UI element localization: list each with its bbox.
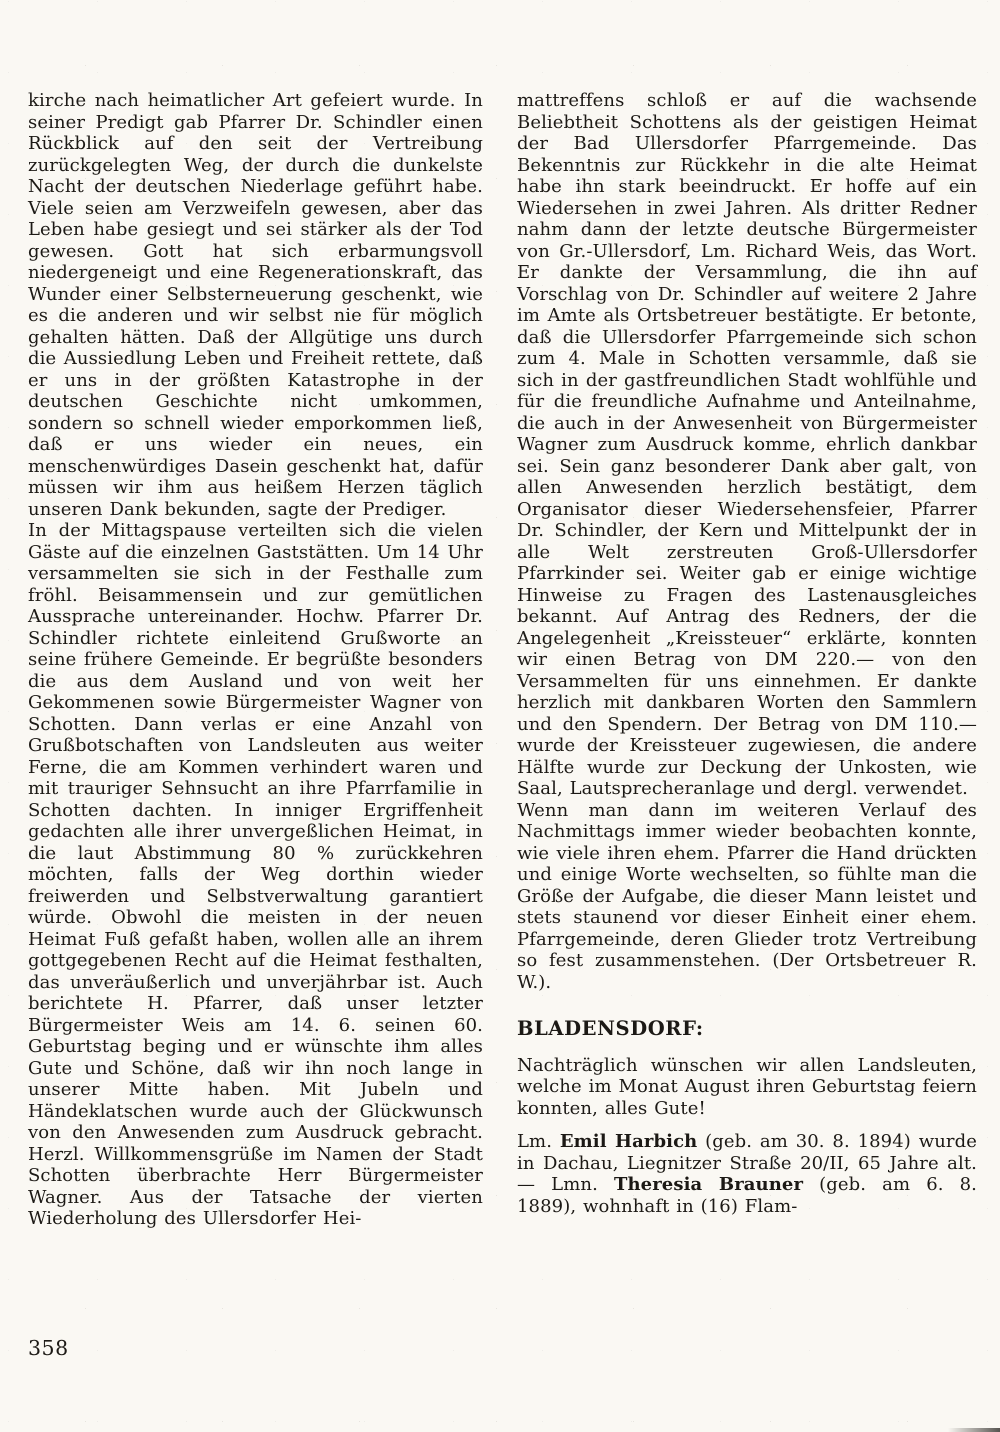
scan-smudge <box>948 1428 1000 1432</box>
person-name: Theresia Brauner <box>613 1174 804 1195</box>
text-run: Nachträglich wünschen wir allen Landsleuten, welche im Monat August ihren Geburtstag feiern konnten, alles Gute! <box>517 1054 977 1119</box>
paragraph <box>517 1131 977 1217</box>
paragraph <box>517 800 977 994</box>
paragraph <box>517 1055 977 1120</box>
paragraph <box>28 520 483 1230</box>
person-name: Emil Harbich <box>559 1131 698 1152</box>
text-column-left <box>28 90 483 1230</box>
paragraph <box>28 90 483 520</box>
text-run: mattreffens schloß er auf die wachsende Beliebtheit Schottens als der geistigen Heimat der Bad Ullersdorfer Pfarrgemeinde. Das Bekenntnis zur Rückkehr in die alte Heimat habe ihn stark beeindruckt. Er hoffe auf ein Wiedersehen in zwei Jahren. Als dritter Redner nahm dann der letzte deutsche Bürgermeister von Gr.-Ullersdorf, Lm. Richard Weis, das Wort. Er dankte der Versammlung, die ihn auf Vorschlag von Dr. Schindler auf weitere 2 Jahre im Amte als Ortsbetreuer bestätigte. Er betonte, daß die Ullersdorfer Pfarrgemeinde sich schon zum 4. Male in Schotten versammle, daß sie sich in der gastfreundlichen Stadt wohlfühle und für die freundliche Aufnahme und Anteilnahme, die auch in der Anwesenheit von Bürgermeister Wagner zum Ausdruck komme, ehrlich dankbar sei. Sein ganz besonderer Dank aber galt, von allen Anwesenden herzlich bestätigt, dem Organisator dieser Wiedersehensfeier, Pfarrer Dr. Schindler, der Kern und Mittelpunkt der in alle Welt zerstreuten Groß-Ullersdorfer Pfarrkinder sei. Weiter gab er einige wichtige Hinweise zu Fragen des Lastenausgleiches bekannt. Auf Antrag des Redners, der die Angelegenheit „Kreissteuer“ erklärte, konnten wir einen Betrag von DM 220.— von den Versammelten für uns einnehmen. Er dankte herzlich mit dankbaren Worten den Sammlern und den Spendern. Der Betrag von DM 110.— wurde der Kreissteuer zugewiesen, die andere Hälfte wurde zur Deckung der Unkosten, wie Saal, Lautsprecheranlage und dergl. verwendet. <box>517 90 977 799</box>
section-heading: BLADENSDORF: <box>517 1017 704 1040</box>
paragraph <box>517 90 977 800</box>
text-run: Lm. <box>517 1131 560 1152</box>
text-run: (geb. am 6. 8. 1889), wohnhaft in (16) Flam- <box>517 1174 978 1217</box>
text-run: (geb. am 30. 8. 1894) wurde in Dachau, Liegnitzer Straße 20/II, 65 Jahre alt. — Lmn. <box>517 1131 977 1195</box>
text-run: In der Mittagspause verteilten sich die vielen Gäste auf die einzelnen Gaststätten. Um 14 Uhr versammelten sie sich in der Festhalle zum fröhl. Beisammensein und zur gemütlichen Aussprache untereinander. Hochw. Pfarrer Dr. Schindler richtete einleitend Grußworte an seine frühere Gemeinde. Er begrüßte besonders die aus dem Ausland und von weit her Gekommenen sowie Bürgermeister Wagner von Schotten. Dann verlas er eine Anzahl von Grußbotschaften von Landsleuten aus weiter Ferne, die am Kommen verhindert waren und mit trauriger Sehnsucht an ihre Pfarrfamilie in Schotten dachten. In inniger Ergriffenheit gedachten alle ihrer unvergeßlichen Heimat, in die laut Abstimmung 80 % zurückkehren möchten, falls der Weg dorthin wieder freiwerden und Selbstverwaltung garantiert würde. Obwohl die meisten in der neuen Heimat Fuß gefaßt haben, wollen alle an ihrem gottgegebenen Recht auf die Heimat festhalten, das unveräußerlich und unverjährbar ist. Auch berichtete H. Pfarrer, daß unser letzter Bürgermeister Weis am 14. 6. seinen 60. Geburtstag beging und er wünschte ihm alles Gute und Schöne, daß wir ihn noch lange in unserer Mitte haben. Mit Jubeln und Händeklatschen wurde auch der Glückwunsch von den Anwesenden zum Ausdruck gebracht. Herzl. Willkommensgrüße im Namen der Stadt Schotten überbrachte Herr Bürgermeister Wagner. Aus der Tatsache der vierten Wiederholung des Ullersdorfer Hei- <box>28 520 483 1229</box>
text-column-right <box>517 90 977 1217</box>
page-number: 358 <box>28 1336 69 1360</box>
text-run: Wenn man dann im weiteren Verlauf des Nachmittags immer wieder beobachten konnte, wie viele ihren ehem. Pfarrer die Hand drückten und einige Worte wechselten, so fühlte man die Größe der Aufgabe, die dieser Mann leistet und stets staunend vor dieser Einheit einer ehem. Pfarrgemeinde, deren Glieder trotz Vertreibung so fest zusammenstehen. (Der Ortsbetreuer R. W.). <box>517 799 977 993</box>
text-run: kirche nach heimatlicher Art gefeiert wurde. In seiner Predigt gab Pfarrer Dr. Schindler einen Rückblick auf den seit der Vertreibung zurückgelegten Weg, der durch die dunkelste Nacht der deutschen Niederlage geführt habe. Viele seien am Verzweifeln gewesen, aber das Leben habe gesiegt und sei stärker als der Tod gewesen. Gott hat sich erbarmungsvoll niedergeneigt und eine Regenerationskraft, das Wunder einer Selbsterneuerung geschenkt, wie es die anderen und wir selbst nie für möglich gehalten hätten. Daß der Allgütige uns durch die Aussiedlung Leben und Freiheit rettete, daß er uns in der größten Katastrophe in der deutschen Geschichte nicht umkommen, sondern so schnell wieder emporkommen ließ, daß er uns wieder ein neues, ein menschenwürdiges Dasein geschenkt hat, dafür müssen wir ihm aus heißem Herzen täglich unseren Dank bekunden, sagte der Prediger. <box>28 90 483 520</box>
